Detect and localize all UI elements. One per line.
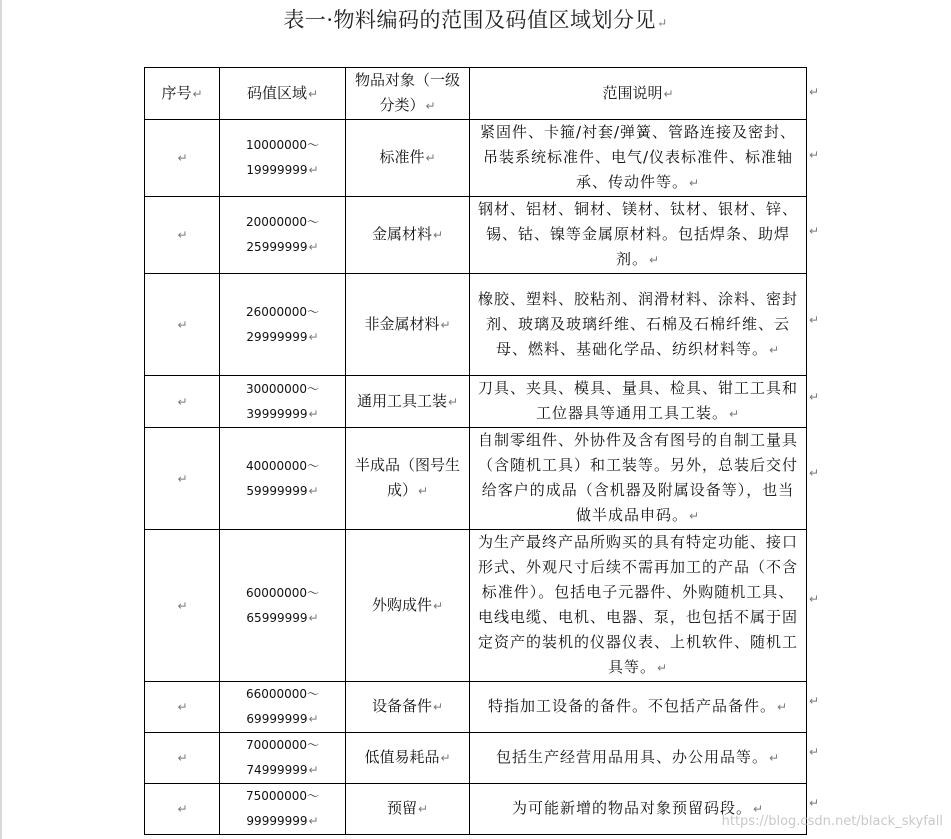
- object-name: 外购成件: [371, 595, 432, 614]
- paragraph-mark-icon: ↵: [440, 751, 451, 765]
- paragraph-mark-icon: ↵: [425, 99, 436, 113]
- header-description: 范围说明↵: [470, 68, 807, 120]
- description-text: 自制零组件、外协件及含有图号的自制工量具（含随机工具）和工装等。另外，总装后交付给客户的成品（含机器及附属设备等），也当做半成品申码。: [477, 431, 798, 524]
- table-row: [145, 530, 807, 682]
- paragraph-mark-icon: ↵: [656, 661, 669, 675]
- object-name: 半成品（图号生成）: [354, 456, 460, 499]
- page-left-rule: [0, 0, 2, 839]
- description-text: 紧固件、卡箍/衬套/弹簧、管路连接及密封、吊装系统标准件、电气/仪表标准件、标准轴承、传动件等。: [479, 123, 797, 191]
- cell-description: [470, 733, 807, 784]
- description-text: 刀具、夹具、模具、量具、检具、钳工工具和工位器具等通用工具工装。: [477, 379, 798, 422]
- cell-object: [346, 120, 470, 197]
- table-row: [145, 376, 807, 428]
- cell-code-range: [220, 197, 346, 274]
- description-text: 特指加工设备的备件。不包括产品备件。: [487, 697, 776, 715]
- cell-code-range: [220, 120, 346, 197]
- code-range-line: [222, 784, 343, 809]
- paragraph-mark-icon: ↵: [308, 483, 319, 498]
- cell-object: [346, 733, 470, 784]
- cell-object: [346, 274, 470, 376]
- cell-object: [346, 197, 470, 274]
- document-title-text: 表一·物料编码的范围及码值区域划分见: [283, 8, 657, 32]
- paragraph-mark-icon: ↵: [809, 84, 820, 99]
- paragraph-mark-icon: ↵: [308, 814, 319, 828]
- code-start: 40000000～: [245, 458, 320, 473]
- table-row: [145, 428, 807, 530]
- paragraph-mark-icon: ↵: [177, 471, 188, 486]
- cell-description: [470, 376, 807, 428]
- code-range-line: [222, 210, 343, 235]
- cell-object: [346, 784, 470, 835]
- paragraph-mark-icon: ↵: [177, 700, 188, 714]
- cell-seq: [145, 197, 220, 274]
- paragraph-mark-icon: ↵: [809, 592, 820, 606]
- paragraph-mark-icon: ↵: [809, 795, 820, 810]
- document-title: [0, 4, 951, 34]
- code-range-line: [222, 758, 343, 783]
- code-range-line: [222, 377, 343, 402]
- paragraph-mark-icon: ↵: [809, 693, 820, 708]
- code-end: 99999999: [246, 814, 308, 828]
- paragraph-mark-icon: ↵: [177, 394, 188, 409]
- paragraph-mark-icon: ↵: [307, 86, 319, 101]
- description-text: 为可能新增的物品对象预留码段。: [511, 799, 752, 817]
- code-range-line: [222, 133, 343, 158]
- code-start: 70000000～: [245, 738, 320, 752]
- code-range-line: [222, 300, 343, 325]
- table-header-row: [145, 68, 807, 120]
- cell-seq: [145, 784, 220, 835]
- code-range-line: [222, 158, 343, 183]
- cell-code-range: [220, 682, 346, 733]
- code-end: 59999999: [246, 483, 308, 498]
- code-start: 60000000～: [245, 585, 320, 600]
- paragraph-mark-icon: ↵: [177, 751, 188, 765]
- code-end: 19999999: [246, 163, 308, 177]
- code-end: 69999999: [246, 712, 308, 726]
- table-row: [145, 682, 807, 733]
- paragraph-mark-icon: ↵: [417, 802, 429, 816]
- code-end: 25999999: [246, 240, 308, 254]
- cell-seq: [145, 376, 220, 428]
- cell-description: [470, 197, 807, 274]
- cell-seq: [145, 530, 220, 682]
- cell-description: [470, 274, 807, 376]
- cell-object: [346, 428, 470, 530]
- code-range-line: [222, 454, 343, 479]
- code-start: 20000000～: [245, 215, 320, 229]
- header-code-range: 码值区域↵: [220, 68, 346, 120]
- paragraph-mark-icon: ↵: [177, 598, 188, 613]
- cell-object: [346, 376, 470, 428]
- code-range-line: [222, 325, 343, 350]
- code-end: 39999999: [246, 406, 308, 421]
- cell-description: [470, 530, 807, 682]
- paragraph-mark-icon: ↵: [432, 598, 444, 613]
- code-end: 74999999: [246, 763, 308, 777]
- cell-seq: [145, 274, 220, 376]
- paragraph-mark-icon: ↵: [425, 151, 436, 165]
- paragraph-mark-icon: ↵: [440, 317, 451, 332]
- paragraph-mark-icon: ↵: [809, 224, 820, 238]
- paragraph-mark-icon: ↵: [447, 394, 459, 409]
- code-start: 75000000～: [245, 789, 320, 803]
- paragraph-mark-icon: ↵: [768, 751, 781, 765]
- description-text: 橡胶、塑料、胶粘剂、润滑材料、涂料、密封剂、玻璃及玻璃纤维、石棉及石棉纤维、云母、燃料、基础化学品、纺织材料等。: [477, 289, 798, 358]
- paragraph-mark-icon: ↵: [432, 228, 444, 242]
- table-row: [145, 197, 807, 274]
- paragraph-mark-icon: ↵: [308, 329, 319, 344]
- cell-object: [346, 530, 470, 682]
- object-name: 非金属材料: [364, 314, 440, 333]
- cell-description: [470, 120, 807, 197]
- paragraph-mark-icon: ↵: [809, 389, 820, 404]
- code-range-line: [222, 707, 343, 732]
- code-start: 66000000～: [245, 687, 320, 701]
- object-name: 金属材料: [371, 225, 432, 243]
- code-range-line: [222, 682, 343, 707]
- table-row: [145, 784, 807, 835]
- cell-code-range: [220, 376, 346, 428]
- paragraph-mark-icon: ↵: [809, 313, 820, 327]
- paragraph-mark-icon: ↵: [663, 86, 674, 101]
- code-end: 29999999: [246, 329, 308, 344]
- paragraph-mark-icon: ↵: [192, 86, 203, 101]
- code-range-line: [222, 733, 343, 758]
- cell-code-range: [220, 733, 346, 784]
- paragraph-mark-icon: ↵: [308, 610, 319, 625]
- paragraph-mark-icon: ↵: [688, 509, 701, 523]
- paragraph-mark-icon: ↵: [308, 406, 319, 421]
- code-start: 10000000～: [245, 138, 320, 152]
- code-start: 30000000～: [245, 381, 320, 396]
- paragraph-mark-icon: ↵: [177, 228, 188, 242]
- code-range-line: [222, 402, 343, 427]
- paragraph-mark-icon: ↵: [177, 151, 188, 165]
- cell-description: [470, 428, 807, 530]
- code-range-line: [222, 581, 343, 606]
- paragraph-mark-icon: ↵: [776, 700, 789, 714]
- code-range-line: [222, 809, 343, 834]
- paragraph-mark-icon: ↵: [728, 407, 741, 421]
- paragraph-mark-icon: ↵: [657, 16, 668, 30]
- cell-code-range: [220, 428, 346, 530]
- cell-object: [346, 682, 470, 733]
- paragraph-mark-icon: ↵: [177, 802, 188, 816]
- code-range-line: [222, 606, 343, 631]
- code-start: 26000000～: [245, 304, 320, 319]
- table-row: [145, 120, 807, 197]
- object-name: 预留: [386, 799, 417, 817]
- table-row: [145, 274, 807, 376]
- header-object: 物品对象（一级分类）↵: [346, 68, 470, 120]
- table-row: [145, 733, 807, 784]
- paragraph-mark-icon: ↵: [308, 712, 319, 726]
- paragraph-mark-icon: ↵: [809, 744, 820, 759]
- paragraph-mark-icon: ↵: [809, 465, 820, 480]
- watermark: https://blog.csdn.net/black_skyfall: [721, 814, 943, 829]
- cell-seq: [145, 120, 220, 197]
- cell-description: [470, 682, 807, 733]
- object-name: 低值易耗品: [364, 748, 440, 766]
- paragraph-mark-icon: ↵: [648, 253, 661, 267]
- description-text: 钢材、铝材、铜材、镁材、钛材、银材、锌、锡、钴、镍等金属原材料。包括焊条、助焊剂。: [477, 200, 798, 268]
- cell-code-range: [220, 274, 346, 376]
- paragraph-mark-icon: ↵: [432, 700, 444, 714]
- code-end: 65999999: [246, 610, 308, 625]
- code-range-line: [222, 235, 343, 260]
- cell-code-range: [220, 530, 346, 682]
- header-seq: 序号↵: [145, 68, 220, 120]
- cell-seq: [145, 733, 220, 784]
- object-name: 标准件: [379, 148, 425, 166]
- paragraph-mark-icon: ↵: [809, 148, 820, 162]
- description-text: 包括生产经营用品用具、办公用品等。: [495, 748, 768, 766]
- code-range-line: [222, 479, 343, 504]
- paragraph-mark-icon: ↵: [417, 484, 429, 498]
- paragraph-mark-icon: ↵: [308, 240, 319, 254]
- paragraph-mark-icon: ↵: [177, 317, 188, 332]
- object-name: 通用工具工装: [356, 391, 447, 410]
- cell-code-range: [220, 784, 346, 835]
- material-code-table: [144, 67, 807, 835]
- paragraph-mark-icon: ↵: [752, 802, 765, 816]
- paragraph-mark-icon: ↵: [308, 763, 319, 777]
- cell-seq: [145, 682, 220, 733]
- object-name: 设备备件: [371, 697, 432, 715]
- cell-seq: [145, 428, 220, 530]
- paragraph-mark-icon: ↵: [688, 176, 701, 190]
- description-text: 为生产最终产品所购买的具有特定功能、接口形式、外观尺寸后续不需再加工的产品（不含标准件）。包括电子元器件、外购随机工具、电线电缆、电机、电器、泵，也包括不属于固定资产的装机的仪器仪表、上机软件、随机工具等。: [477, 533, 798, 676]
- paragraph-mark-icon: ↵: [308, 163, 319, 177]
- paragraph-mark-icon: ↵: [768, 342, 781, 357]
